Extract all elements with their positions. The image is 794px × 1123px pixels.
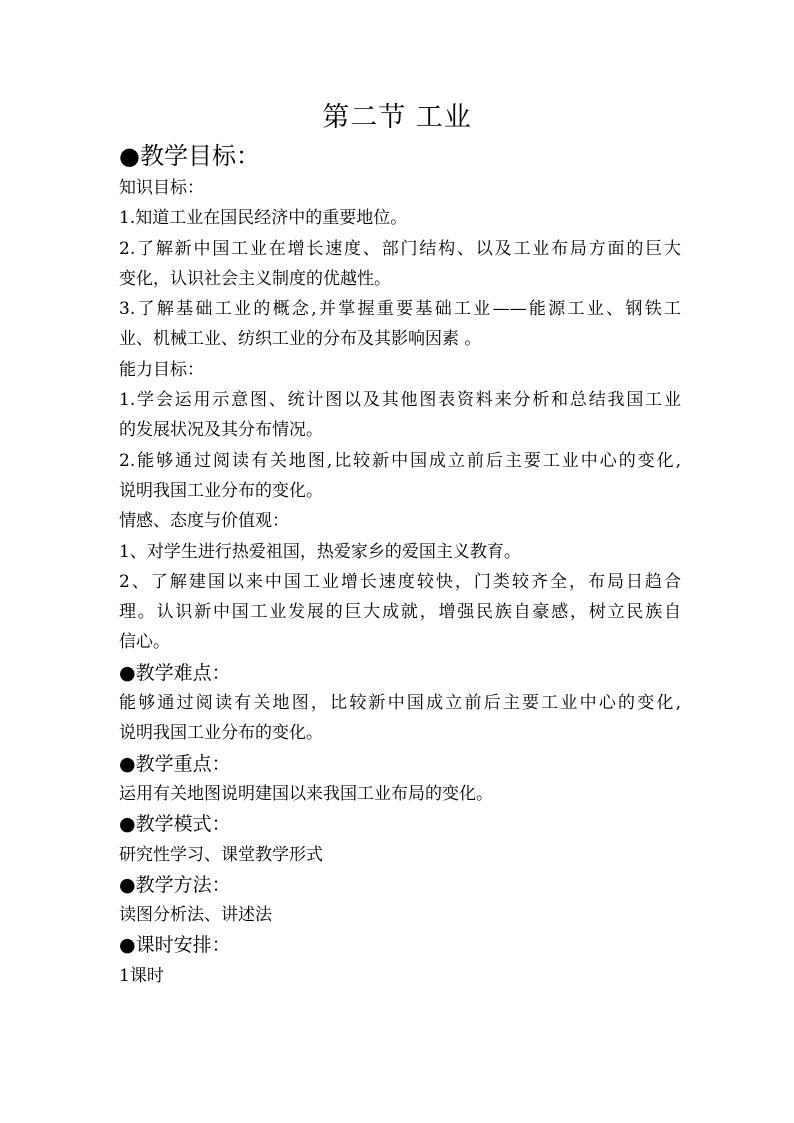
knowledge-item-2-line-2: 变化，认识社会主义制度的优越性。 <box>119 268 391 289</box>
document-body <box>119 141 681 991</box>
ability-item-2-line-1: 2.能够通过阅读有关地图,比较新中国成立前后主要工业中心的变化, <box>119 450 681 471</box>
key-point-heading: ●教学重点： <box>119 752 231 775</box>
emotion-item-2-line-3: 信心。 <box>119 632 170 653</box>
schedule-line-1: 1课时 <box>119 965 164 986</box>
method-heading: ●教学方法： <box>119 873 231 896</box>
ability-item-1-line-1: 1.学会运用示意图、统计图以及其他图表资料来分析和总结我国工业 <box>119 390 681 411</box>
ability-objectives-label: 能力目标： <box>119 359 204 380</box>
knowledge-item-2-line-1: 2.了解新中国工业在增长速度、部门结构、以及工业布局方面的巨大 <box>119 238 681 259</box>
ability-item-2-line-2: 说明我国工业分布的变化。 <box>119 480 323 501</box>
ability-item-1-line-2: 的发展状况及其分布情况。 <box>119 420 323 441</box>
page-title: 第二节 工业 <box>322 102 472 133</box>
key-point-line-1: 运用有关地图说明建国以来我国工业布局的变化。 <box>119 783 493 804</box>
mode-line-1: 研究性学习、课堂教学形式 <box>119 844 323 865</box>
difficulty-line-2: 说明我国工业分布的变化。 <box>119 723 323 744</box>
difficulty-heading: ●教学难点： <box>119 661 231 684</box>
method-line-1: 读图分析法、讲述法 <box>119 905 272 926</box>
emotion-item-2-line-2: 理。认识新中国工业发展的巨大成就，增强民族自豪感，树立民族自 <box>119 602 681 623</box>
mode-heading: ●教学模式： <box>119 813 231 836</box>
knowledge-item-1: 1.知道工业在国民经济中的重要地位。 <box>119 208 408 229</box>
emotion-objectives-label: 情感、态度与价值观： <box>119 511 289 532</box>
knowledge-item-3-line-2: 业、机械工业、纺织工业的分布及其影响因素 。 <box>119 329 482 350</box>
difficulty-line-1: 能够通过阅读有关地图，比较新中国成立前后主要工业中心的变化, <box>119 693 681 714</box>
knowledge-item-3-line-1: 3.了解基础工业的概念,并掌握重要基础工业——能源工业、钢铁工 <box>119 299 681 320</box>
emotion-item-1: 1、对学生进行热爱祖国，热爱家乡的爱国主义教育。 <box>119 541 521 562</box>
objectives-heading: ●教学目标： <box>119 142 260 170</box>
emotion-item-2-line-1: 2、了解建国以来中国工业增长速度较快，门类较齐全，布局日趋合 <box>119 571 681 592</box>
knowledge-objectives-label: 知识目标： <box>119 178 204 198</box>
schedule-heading: ●课时安排： <box>119 934 231 957</box>
